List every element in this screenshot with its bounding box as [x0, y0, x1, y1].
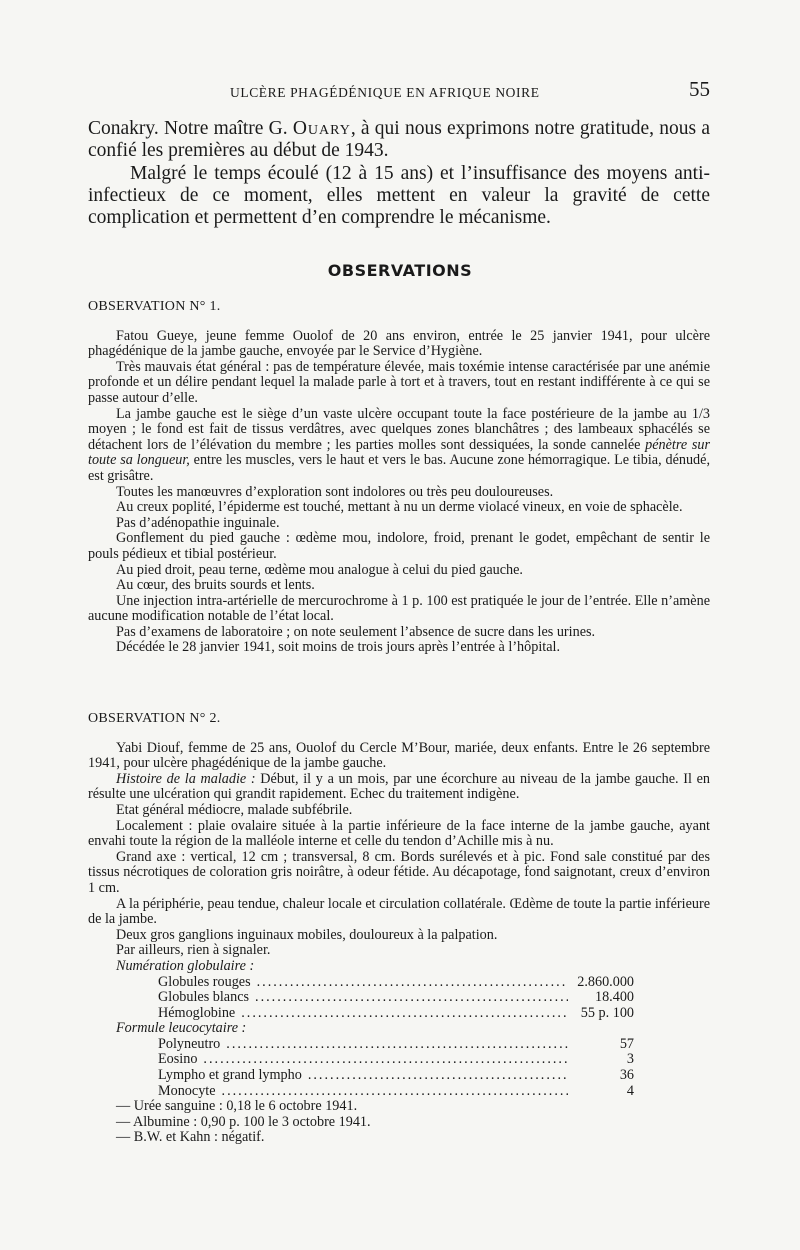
paragraph: Décédée le 28 janvier 1941, soit moins de trois jours après l’entrée à l’hôpital. [116, 639, 561, 656]
lab-row: Globules rouges ..... 2.860.000 [158, 975, 634, 991]
intro-paragraph-2: Malgré le temps écoulé (12 à 15 ans) et l’insuffisance des moyens anti-infectieux de ce moment, elles mettent en valeur la gravité de cette complication et permettent d’en comprendre le mécanisme. [88, 163, 710, 228]
paragraph: Au pied droit, peau terne, œdème mou analogue à celui du pied gauche. [116, 561, 523, 578]
paragraph: Pas d’examens de laboratoire ; on note seulement l’absence de sucre dans les urines. [116, 623, 596, 640]
author-name: Ouary [292, 118, 351, 139]
running-title: ULCÈRE PHAGÉDÉNIQUE EN AFRIQUE NOIRE [230, 85, 540, 100]
lab-row: Hémoglobine ..... 55 p. 100 [158, 1006, 634, 1022]
result-line: — B.W. et Kahn : négatif. [116, 1129, 265, 1146]
intro-paragraph-1: Conakry. Notre maître G. Ouary, à qui nous exprimons notre gratitude, nous a confié les premières au début de 1943. [88, 118, 710, 161]
lab-row: Eosino ..... 3 [158, 1052, 634, 1068]
paragraph: Localement : plaie ovalaire située à la partie inférieure de la face interne de la jambe gauche, ayant envahi toute la région de la malléole interne et celle du tendon d’Achille mis à nu. [88, 817, 710, 850]
paragraph: Par ailleurs, rien à signaler. [116, 942, 271, 959]
paragraph: Toutes les manœuvres d’exploration sont indolores ou très peu douloureuses. [116, 483, 554, 500]
paragraph: Très mauvais état général : pas de température élevée, mais toxémie intense caractérisée par une anémie profonde et un délire pendant lequel la malade parle à tort et à travers, tout en restant indifférente à ce qui se passe autour d’elle. [88, 358, 710, 406]
paragraph: Au creux poplité, l’épiderme est touché, mettant à nu un derme violacé vineux, en voie de sphacèle. [116, 499, 683, 516]
paragraph: Grand axe : vertical, 12 cm ; transversal, 8 cm. Bords surélevés et à pic. Fond sale constitué par des tissus nécrotiques de coloration gris noirâtre, à odeur fétide. Au décapotage, fond saignotant, creux d’environ 1 cm. [88, 848, 710, 896]
result-line: — Albumine : 0,90 p. 100 le 3 octobre 1941. [116, 1113, 371, 1130]
paragraph: La jambe gauche est le siège d’un vaste ulcère occupant toute la face postérieure de la jambe au 1/3 moyen ; le fond est fait de tissus verdâtres, avec quelques zones blanchâtres ; des lambeaux sphacélés se détachent lors de l’élévation du membre ; les parties molles sont dessiquées, la sonde cannelée pénètre sur toute sa longueur, entre les muscles, vers le haut et vers le bas. Aucune zone hémorragique. Le tibia, dénudé, est grisâtre. [88, 405, 710, 484]
observation-2-heading: OBSERVATION N° 2. [88, 711, 221, 726]
paragraph: Gonflement du pied gauche : œdème mou, indolore, froid, prenant le godet, empêchant de sentir le pouls pédieux et tibial postérieur. [88, 530, 710, 562]
paragraph: Deux gros ganglions inguinaux mobiles, douloureux à la palpation. [116, 926, 498, 943]
intro-text [88, 118, 710, 229]
observation-2 [88, 711, 710, 1146]
lab-row: Globules blancs ..... 18.400 [158, 990, 634, 1006]
section-title: OBSERVATIONS [327, 261, 473, 280]
numeration-label: Numération globulaire : [116, 957, 255, 974]
formule-label: Formule leucocytaire : [116, 1020, 247, 1037]
observation-1-heading: OBSERVATION N° 1. [88, 299, 221, 314]
lab-row: Monocyte ..... 4 [158, 1084, 634, 1100]
paragraph: Histoire de la maladie : Début, il y a un mois, par une écorchure au niveau de la jambe gauche. Il en résulte une ulcération qui grandit rapidement. Echec du traitement indigène. [88, 770, 710, 803]
paragraph: Au cœur, des bruits sourds et lents. [116, 577, 315, 594]
paragraph: Yabi Diouf, femme de 25 ans, Ouolof du Cercle M’Bour, mariée, deux enfants. Entre le 26 septembre 1941, pour ulcère phagédénique de la jambe gauche. [88, 739, 710, 772]
paragraph: Pas d’adénopathie inguinale. [116, 514, 280, 531]
paragraph: Fatou Gueye, jeune femme Ouolof de 20 ans environ, entrée le 25 janvier 1941, pour ulcère phagédénique de la jambe gauche, envoyée par le Service d’Hygiène. [88, 327, 710, 360]
lab-row: Polyneutro ..... 57 [158, 1037, 634, 1053]
paragraph: Etat général médiocre, malade subfébrile. [116, 801, 353, 818]
observation-1 [88, 299, 710, 656]
paragraph: A la périphérie, peau tendue, chaleur locale et circulation collatérale. Œdème de toute la partie inférieure de la jambe. [88, 895, 711, 928]
result-line: — Urée sanguine : 0,18 le 6 octobre 1941. [116, 1098, 358, 1115]
lab-row: Lympho et grand lympho ..... 36 [158, 1068, 634, 1084]
page-number: 55 [689, 77, 710, 101]
paragraph: Une injection intra-artérielle de mercurochrome à 1 p. 100 est pratiquée le jour de l’entrée. Elle n’amène aucune modification notable de l’état local. [88, 592, 710, 625]
